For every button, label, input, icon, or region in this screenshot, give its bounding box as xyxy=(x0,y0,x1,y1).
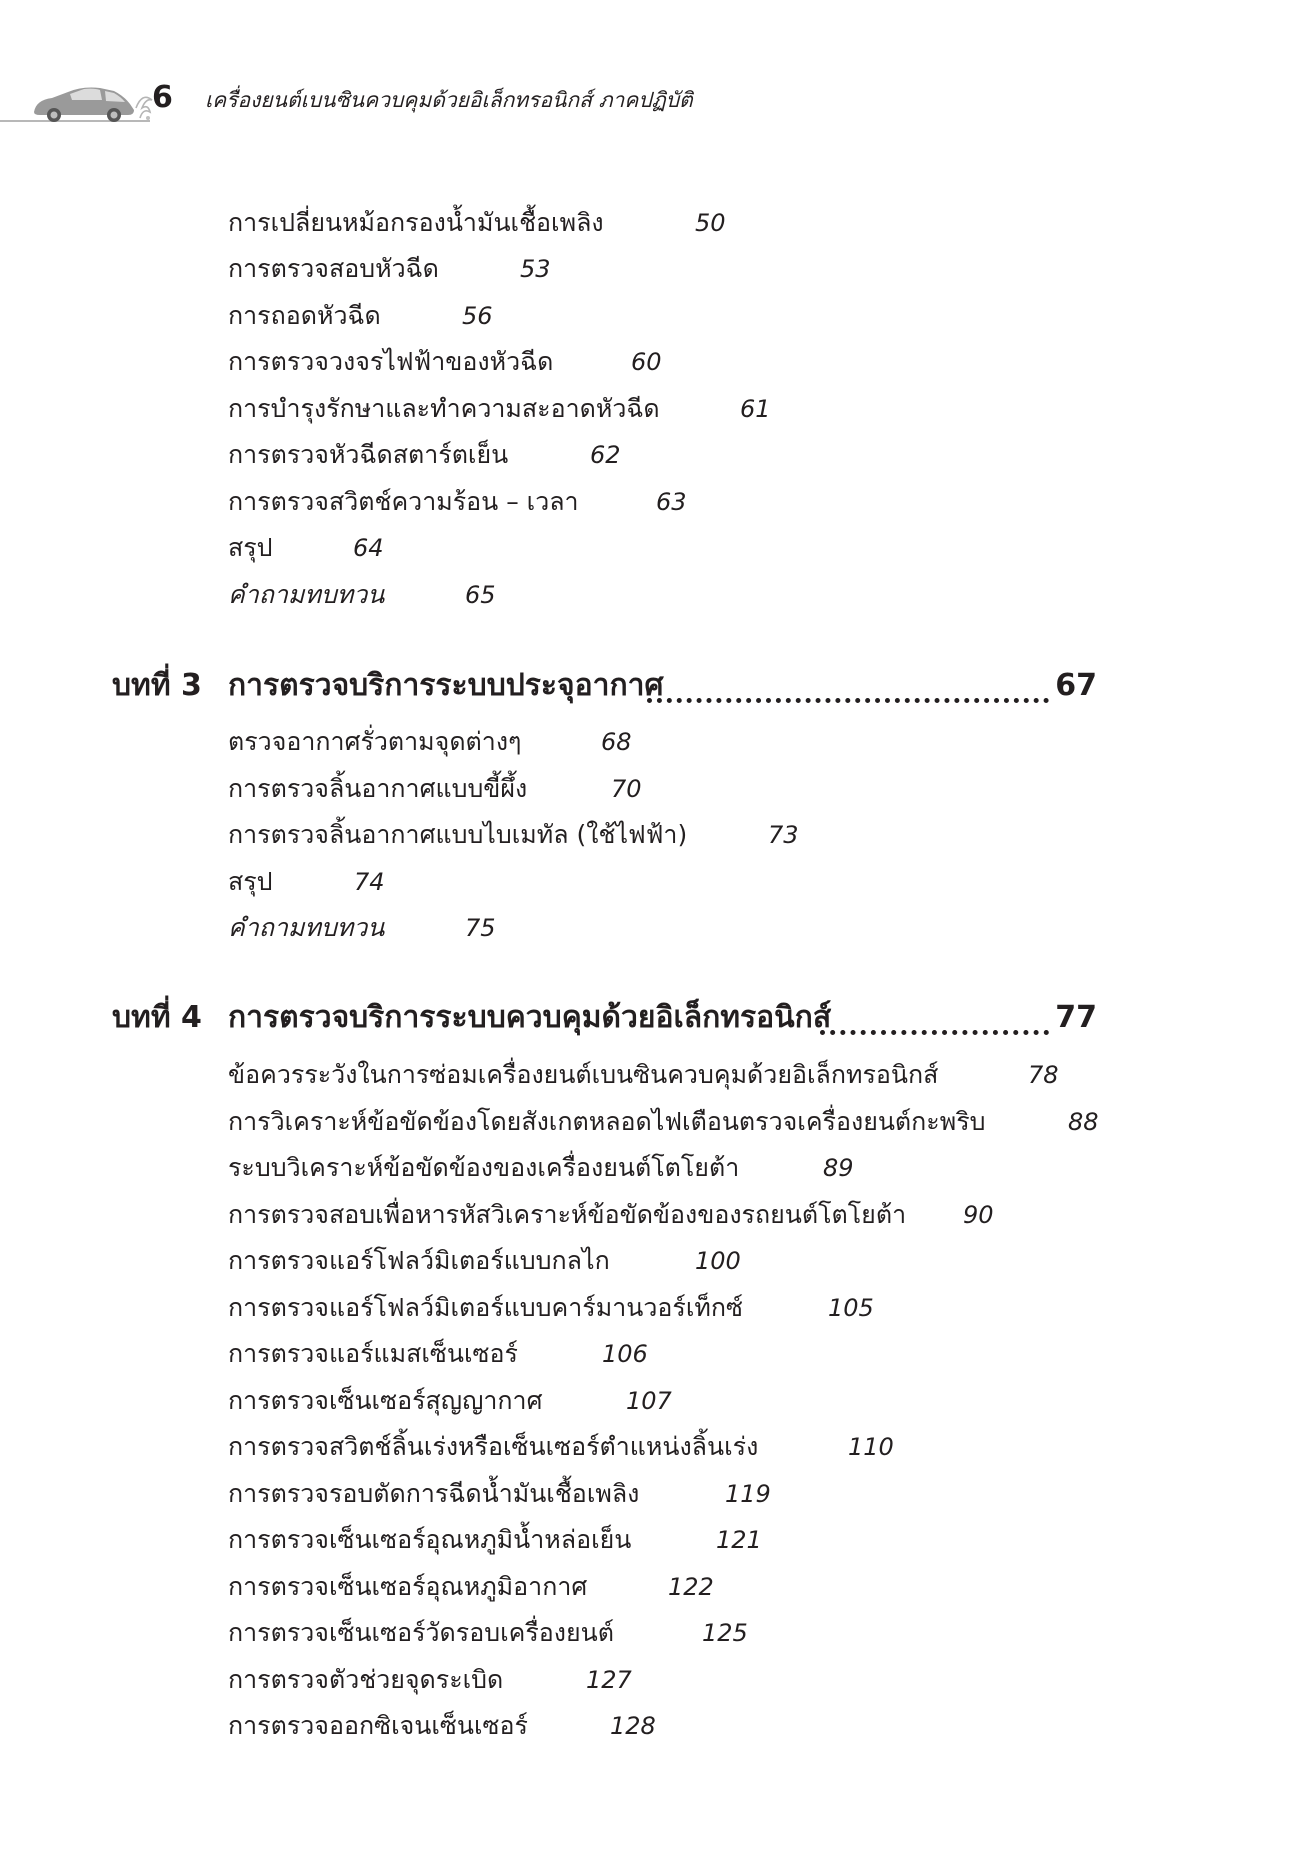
entry-title: การตรวจสอบหัวฉีด xyxy=(228,254,439,283)
toc-entry xyxy=(228,771,642,807)
entry-title: สรุป xyxy=(228,867,273,896)
toc-entry xyxy=(228,391,771,427)
entry-title: การบำรุงรักษาและทำความสะอาดหัวฉีด xyxy=(228,394,660,423)
toc-entry xyxy=(228,1662,632,1698)
toc-entry xyxy=(228,864,385,900)
entry-page-number: 63 xyxy=(656,488,687,516)
entry-page-number: 50 xyxy=(695,209,726,237)
entry-title: การตรวจวงจรไฟฟ้าของหัวฉีด xyxy=(228,347,554,376)
chapter-label: บทที่ 3 xyxy=(112,668,202,703)
toc-entry xyxy=(228,1522,762,1558)
entry-title: การตรวจแอร์แมสเซ็นเซอร์ xyxy=(228,1339,518,1368)
entry-title: การตรวจรอบตัดการฉีดน้ำมันเชื้อเพลิง xyxy=(228,1479,640,1508)
toc-entry xyxy=(228,205,726,241)
entry-page-number: 105 xyxy=(828,1294,874,1322)
toc-entry xyxy=(228,1429,894,1465)
entry-title: การตรวจลิ้นอากาศแบบไบเมทัล (ใช้ไฟฟ้า) xyxy=(228,820,688,849)
entry-page-number: 53 xyxy=(520,255,551,283)
toc-entry xyxy=(228,298,493,334)
entry-title: การตรวจตัวช่วยจุดระเบิด xyxy=(228,1665,504,1694)
toc-entry xyxy=(228,484,687,520)
toc-entry xyxy=(228,1290,874,1326)
toc-entry xyxy=(228,577,496,613)
entry-page-number: 61 xyxy=(740,395,771,423)
chapter-label: บทที่ 4 xyxy=(112,1000,202,1035)
entry-page-number: 75 xyxy=(465,914,496,942)
toc-entry xyxy=(228,1615,748,1651)
entry-page-number: 119 xyxy=(725,1480,771,1508)
dot-leader xyxy=(820,1024,1049,1035)
entry-page-number: 125 xyxy=(702,1619,748,1647)
entry-title: คำถามทบทวน xyxy=(228,580,385,609)
entry-title: ข้อควรระวังในการซ่อมเครื่องยนต์เบนซินควบคุมด้วยอิเล็กทรอนิกส์ xyxy=(228,1060,939,1089)
chapter-title: การตรวจบริการระบบควบคุมด้วยอิเล็กทรอนิกส์ xyxy=(228,1000,832,1035)
entry-page-number: 65 xyxy=(465,581,496,609)
chapter-title: การตรวจบริการระบบประจุอากาศ xyxy=(228,668,664,703)
entry-title: การตรวจเซ็นเซอร์อุณหภูมิน้ำหล่อเย็น xyxy=(228,1525,632,1554)
entry-title: การตรวจลิ้นอากาศแบบขี้ผึ้ง xyxy=(228,774,528,803)
toc-entry xyxy=(228,437,621,473)
entry-title: การตรวจเซ็นเซอร์อุณหภูมิอากาศ xyxy=(228,1572,588,1601)
entry-page-number: 60 xyxy=(631,348,662,376)
entry-title: การตรวจสอบเพื่อหารหัสวิเคราะห์ข้อขัดข้องของรถยนต์โตโยต้า xyxy=(228,1200,907,1229)
entry-page-number: 64 xyxy=(353,534,384,562)
entry-page-number: 89 xyxy=(823,1154,854,1182)
chapter-heading xyxy=(112,664,1097,708)
toc-entry xyxy=(228,1708,656,1744)
toc-entry xyxy=(228,1569,714,1605)
entry-title: การวิเคราะห์ข้อขัดข้องโดยสังเกตหลอดไฟเตือนตรวจเครื่องยนต์กะพริบ xyxy=(228,1107,986,1136)
entry-title: การตรวจเซ็นเซอร์วัดรอบเครื่องยนต์ xyxy=(228,1618,614,1647)
dot-leader xyxy=(647,692,1049,703)
toc-entry xyxy=(228,724,632,760)
entry-page-number: 110 xyxy=(848,1433,894,1461)
entry-title: การตรวจออกซิเจนเซ็นเซอร์ xyxy=(228,1711,528,1740)
entry-title: การตรวจสวิตช์ลิ้นเร่งหรือเซ็นเซอร์ตำแหน่งลิ้นเร่ง xyxy=(228,1432,759,1461)
toc-entry xyxy=(228,344,662,380)
entry-title: การตรวจแอร์โฟลว์มิเตอร์แบบกลไก xyxy=(228,1246,610,1275)
entry-page-number: 70 xyxy=(611,775,642,803)
entry-page-number: 122 xyxy=(668,1573,714,1601)
entry-page-number: 127 xyxy=(586,1666,632,1694)
toc-entry xyxy=(228,1197,994,1233)
toc-entry xyxy=(228,1150,854,1186)
entry-page-number: 128 xyxy=(610,1712,656,1740)
entry-title: การตรวจสวิตช์ความร้อน – เวลา xyxy=(228,487,579,516)
toc-entry xyxy=(228,251,551,287)
chapter-page-number: 77 xyxy=(1055,1000,1097,1035)
entry-title: การตรวจแอร์โฟลว์มิเตอร์แบบคาร์มานวอร์เท็กซ์ xyxy=(228,1293,743,1322)
entry-page-number: 68 xyxy=(601,728,632,756)
entry-title: การเปลี่ยนหม้อกรองน้ำมันเชื้อเพลิง xyxy=(228,208,604,237)
toc-entry xyxy=(228,910,496,946)
toc-entry xyxy=(228,1336,648,1372)
entry-page-number: 107 xyxy=(626,1387,672,1415)
entry-page-number: 73 xyxy=(768,821,799,849)
entry-page-number: 121 xyxy=(716,1526,762,1554)
running-title: เครื่องยนต์เบนซินควบคุมด้วยอิเล็กทรอนิกส์ ภาคปฏิบัติ xyxy=(205,88,693,112)
entry-title: คำถามทบทวน xyxy=(228,913,385,942)
entry-page-number: 90 xyxy=(963,1201,994,1229)
entry-title: ตรวจอากาศรั่วตามจุดต่างๆ xyxy=(228,727,522,756)
entry-title: สรุป xyxy=(228,533,273,562)
running-header xyxy=(0,78,1299,128)
chapter-page-number: 67 xyxy=(1055,668,1097,703)
entry-page-number: 100 xyxy=(695,1247,741,1275)
toc-entry xyxy=(228,817,799,853)
toc-entry xyxy=(228,1243,741,1279)
toc-entry xyxy=(228,1476,771,1512)
toc-entry xyxy=(228,1057,1059,1093)
entry-page-number: 78 xyxy=(1028,1061,1059,1089)
toc-entry xyxy=(228,1104,1099,1140)
entry-page-number: 74 xyxy=(354,868,385,896)
entry-title: การถอดหัวฉีด xyxy=(228,301,381,330)
toc-entry xyxy=(228,1383,672,1419)
entry-page-number: 88 xyxy=(1068,1108,1099,1136)
entry-page-number: 62 xyxy=(590,441,621,469)
entry-title: การตรวจเซ็นเซอร์สุญญากาศ xyxy=(228,1386,543,1415)
entry-page-number: 106 xyxy=(602,1340,648,1368)
entry-page-number: 56 xyxy=(462,302,493,330)
page-number: 6 xyxy=(152,80,173,115)
car-icon xyxy=(30,78,160,126)
toc-entry xyxy=(228,530,384,566)
entry-title: การตรวจหัวฉีดสตาร์ตเย็น xyxy=(228,440,509,469)
entry-title: ระบบวิเคราะห์ข้อขัดข้องของเครื่องยนต์โตโยต้า xyxy=(228,1153,740,1182)
chapter-heading xyxy=(112,996,1097,1040)
